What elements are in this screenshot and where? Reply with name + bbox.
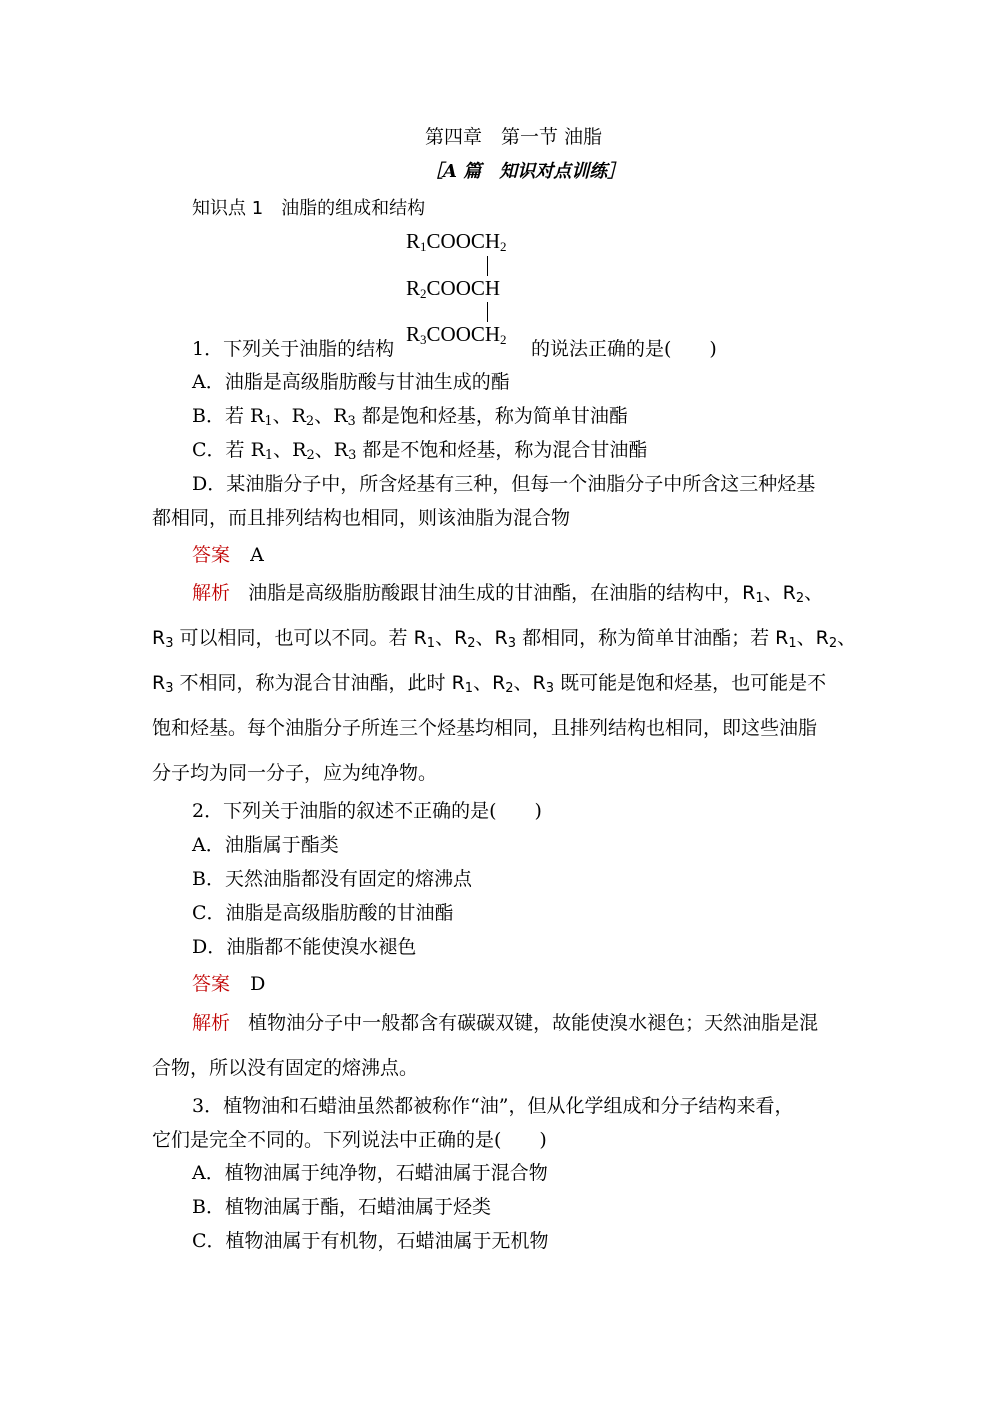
q1-option-c: C．若 $R_1$、$R_2$、$R_3$ 都是不饱和烃基，称为混合甘油酯	[192, 439, 648, 463]
formula-row-2: $R_2COOCH$	[406, 276, 501, 301]
q1-option-b: B．若 $R_1$、$R_2$、$R_3$ 都是饱和烃基，称为简单甘油酯	[192, 405, 628, 429]
q2-explanation-line2: 合物，所以没有固定的熔沸点。	[152, 1057, 419, 1079]
q2-option-b: B．天然油脂都没有固定的熔沸点	[192, 868, 472, 890]
q1-answer	[192, 540, 264, 567]
q1-option-a: A．油脂是高级脂肪酸与甘油生成的酯	[192, 371, 510, 393]
section-heading: 知识点 1 油脂的组成和结构	[192, 198, 426, 219]
formula-row-1: $R_1COOCH_2$	[406, 229, 507, 254]
q3-option-a: A．植物油属于纯净物，石蜡油属于混合物	[192, 1162, 548, 1184]
page-title: 第四章 第一节 油脂	[425, 126, 603, 148]
q1-explanation-line3: $R_3$ 不相同，称为混合甘油酯，此时 $R_1$、$R_2$、$R_3$ 既可能是饱和烃基，也可能是不	[152, 672, 827, 696]
q2-answer	[192, 969, 265, 996]
q1-option-d-line2: 都相同，而且排列结构也相同，则该油脂为混合物	[152, 507, 571, 529]
q1-explanation-line5: 分子均为同一分子，应为纯净物。	[152, 762, 438, 784]
q1-explanation-line1: 解析 油脂是高级脂肪酸跟甘油生成的甘油酯，在油脂的结构中，$R_1$、$R_2$、	[192, 582, 824, 606]
answer-label: 答案	[192, 544, 231, 566]
q2-option-d: D．油脂都不能使溴水褪色	[192, 936, 417, 958]
formula-bond-1	[487, 256, 488, 276]
q3-option-c: C．植物油属于有机物，石蜡油属于无机物	[192, 1230, 549, 1252]
q1-explanation-line4: 饱和烃基。每个油脂分子所连三个烃基均相同，且排列结构也相同，即这些油脂	[152, 717, 818, 739]
q3-option-b: B．植物油属于酯，石蜡油属于烃类	[192, 1196, 491, 1218]
formula-row-3: $R_3COOCH_2$	[406, 322, 507, 347]
answer-value: D	[250, 973, 266, 995]
q1-option-d-line1: D．某油脂分子中，所含烃基有三种，但每一个油脂分子中所含这三种烃基	[192, 473, 816, 495]
q1-stem-after: 的说法正确的是( )	[531, 338, 717, 360]
q2-option-a: A．油脂属于酯类	[192, 834, 339, 856]
page-subtitle: ［A 篇 知识对点训练］	[425, 161, 626, 182]
q1-explanation-line2: $R_3$ 可以相同，也可以不同。若 $R_1$、$R_2$、$R_3$ 都相同，称为简单甘油酯；若 $R_1$、$R_2$、	[152, 627, 857, 651]
q2-stem: 2．下列关于油脂的叙述不正确的是( )	[192, 800, 542, 822]
q3-stem-line2: 它们是完全不同的。下列说法中正确的是( )	[152, 1129, 547, 1151]
q2-option-c: C．油脂是高级脂肪酸的甘油酯	[192, 902, 454, 924]
answer-value: A	[250, 544, 264, 566]
q2-explanation-line1: 解析 植物油分子中一般都含有碳碳双键，故能使溴水褪色；天然油脂是混	[192, 1012, 819, 1034]
answer-label: 答案	[192, 973, 231, 995]
q1-stem-before: 1．下列关于油脂的结构	[192, 338, 395, 360]
q3-stem-line1: 3．植物油和石蜡油虽然都被称作“油”，但从化学组成和分子结构来看，	[192, 1095, 794, 1117]
formula-bond-2	[487, 302, 488, 322]
